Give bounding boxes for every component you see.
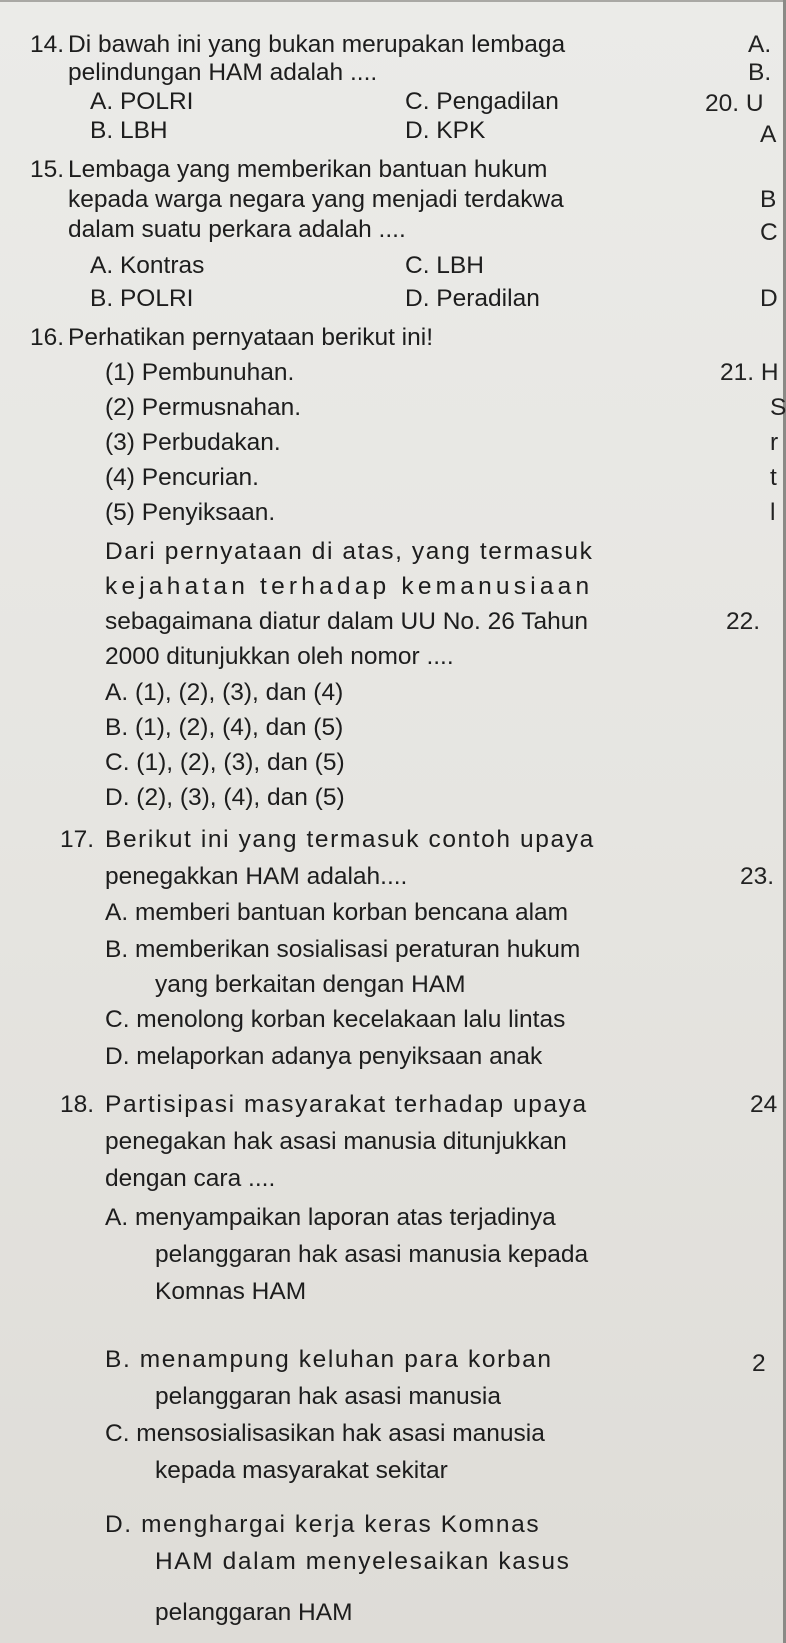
option-a: A. POLRI — [90, 88, 194, 115]
option-a-continued: pelanggaran hak asasi manusia kepada — [155, 1241, 589, 1268]
statement-item: (5) Penyiksaan. — [105, 499, 276, 526]
question-number: 15. — [30, 156, 65, 183]
page-top-edge — [0, 0, 786, 2]
statement-item: (4) Pencurian. — [105, 464, 259, 491]
option-d-continued: HAM dalam menyelesaikan kasus — [155, 1548, 571, 1575]
question-text-line: sebagaimana diatur dalam UU No. 26 Tahun — [105, 608, 589, 635]
margin-label: t — [770, 464, 777, 491]
margin-label: 22. — [726, 608, 761, 635]
question-text-line: Lembaga yang memberikan bantuan hukum — [68, 156, 548, 183]
margin-label: A — [760, 121, 777, 148]
option-c: C. (1), (2), (3), dan (5) — [105, 749, 345, 776]
option-d-continued: pelanggaran HAM — [155, 1599, 353, 1626]
option-b: B. menampung keluhan para korban — [105, 1346, 553, 1373]
question-text-line: penegakan hak asasi manusia ditunjukkan — [105, 1128, 567, 1155]
option-c: C. Pengadilan — [405, 88, 559, 115]
option-a: A. (1), (2), (3), dan (4) — [105, 679, 344, 706]
margin-label: 2 — [752, 1350, 766, 1377]
option-d: D. KPK — [405, 117, 486, 144]
option-d: D. menghargai kerja keras Komnas — [105, 1511, 541, 1538]
question-text-line: dengan cara .... — [105, 1165, 276, 1192]
statement-item: (1) Pembunuhan. — [105, 359, 295, 386]
option-d: D. (2), (3), (4), dan (5) — [105, 784, 345, 811]
option-d: D. melaporkan adanya penyiksaan anak — [105, 1043, 543, 1070]
option-a: A. memberi bantuan korban bencana alam — [105, 899, 569, 926]
option-c: C. mensosialisasikan hak asasi manusia — [105, 1420, 545, 1447]
question-text-line: dalam suatu perkara adalah .... — [68, 216, 406, 243]
statement-item: (2) Permusnahan. — [105, 394, 302, 421]
margin-label: l — [770, 499, 776, 526]
margin-label: 20. U — [705, 90, 764, 117]
question-number: 16. — [30, 324, 65, 351]
question-number: 17. — [60, 826, 95, 853]
question-number: 18. — [60, 1091, 95, 1118]
option-a: A. menyampaikan laporan atas terjadinya — [105, 1204, 556, 1231]
margin-label: B — [760, 186, 777, 213]
margin-label: B. — [748, 59, 772, 86]
option-b: B. (1), (2), (4), dan (5) — [105, 714, 344, 741]
question-text-line: kepada warga negara yang menjadi terdakwa — [68, 186, 564, 213]
margin-label: r — [770, 429, 779, 456]
margin-label: 23. — [740, 863, 775, 890]
question-number: 14. — [30, 31, 65, 58]
option-c: C. LBH — [405, 252, 484, 279]
margin-label: C — [760, 219, 778, 246]
option-c-continued: kepada masyarakat sekitar — [155, 1457, 448, 1484]
option-b-continued: pelanggaran hak asasi manusia — [155, 1383, 501, 1410]
question-text-line: kejahatan terhadap kemanusiaan — [105, 573, 594, 600]
margin-label: 21. H — [720, 359, 779, 386]
option-b: B. POLRI — [90, 285, 194, 312]
option-a-continued: Komnas HAM — [155, 1278, 307, 1305]
option-d: D. Peradilan — [405, 285, 540, 312]
margin-label: S — [770, 394, 786, 421]
question-text-line: Partisipasi masyarakat terhadap upaya — [105, 1091, 588, 1118]
option-c: C. menolong korban kecelakaan lalu lintas — [105, 1006, 566, 1033]
statement-item: (3) Perbudakan. — [105, 429, 281, 456]
option-b: B. LBH — [90, 117, 168, 144]
margin-label: 24 — [750, 1091, 778, 1118]
question-text-line: Dari pernyataan di atas, yang termasuk — [105, 538, 594, 565]
question-text-line: penegakkan HAM adalah.... — [105, 863, 408, 890]
question-text-line: Berikut ini yang termasuk contoh upaya — [105, 826, 595, 853]
question-text-line: pelindungan HAM adalah .... — [68, 59, 378, 86]
option-b: B. memberikan sosialisasi peraturan hukum — [105, 936, 581, 963]
option-a: A. Kontras — [90, 252, 205, 279]
question-text-line: Perhatikan pernyataan berikut ini! — [68, 324, 433, 351]
margin-label: A. — [748, 31, 772, 58]
question-text-line: Di bawah ini yang bukan merupakan lembaga — [68, 31, 566, 58]
margin-label: D — [760, 285, 778, 312]
question-text-line: 2000 ditunjukkan oleh nomor .... — [105, 643, 454, 670]
option-b-continued: yang berkaitan dengan HAM — [155, 971, 466, 998]
